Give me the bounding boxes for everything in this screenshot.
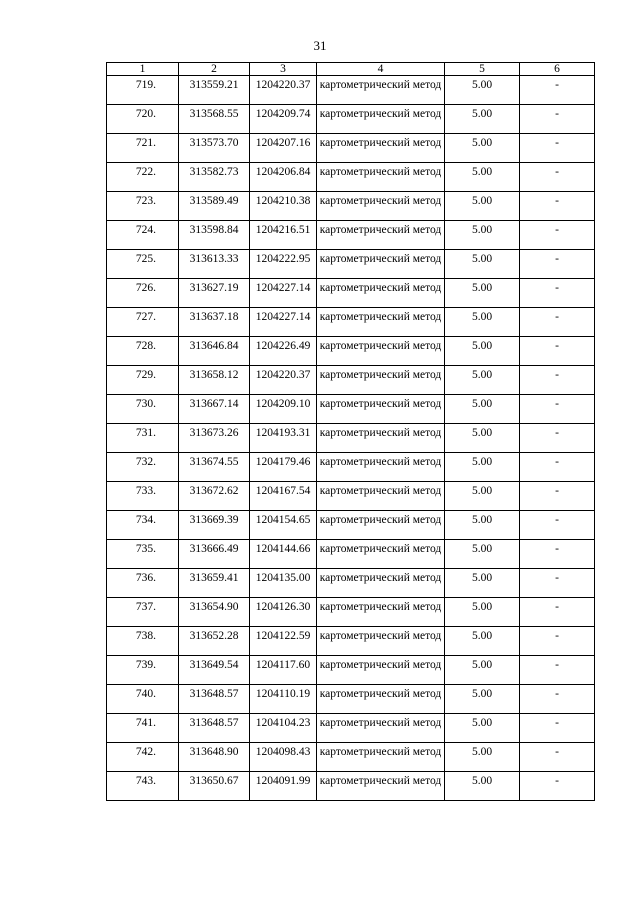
accuracy-cell: 5.00 xyxy=(445,250,520,279)
x-coordinate-cell: 313652.28 xyxy=(179,627,250,656)
x-coordinate-cell: 313669.39 xyxy=(179,511,250,540)
point-number-cell: 729. xyxy=(107,366,179,395)
table-row xyxy=(107,656,595,685)
point-number-cell: 735. xyxy=(107,540,179,569)
y-coordinate-cell: 1204210.38 xyxy=(250,192,317,221)
point-number-cell: 738. xyxy=(107,627,179,656)
point-number-cell: 736. xyxy=(107,569,179,598)
method-cell: картометрический метод xyxy=(317,598,445,627)
point-number-cell: 733. xyxy=(107,482,179,511)
method-cell: картометрический метод xyxy=(317,76,445,105)
table-row xyxy=(107,714,595,743)
accuracy-cell: 5.00 xyxy=(445,308,520,337)
x-coordinate-cell: 313674.55 xyxy=(179,453,250,482)
y-coordinate-cell: 1204126.30 xyxy=(250,598,317,627)
table-row xyxy=(107,308,595,337)
accuracy-cell: 5.00 xyxy=(445,453,520,482)
accuracy-cell: 5.00 xyxy=(445,395,520,424)
column-header: 3 xyxy=(250,63,317,76)
y-coordinate-cell: 1204222.95 xyxy=(250,250,317,279)
method-cell: картометрический метод xyxy=(317,308,445,337)
y-coordinate-cell: 1204091.99 xyxy=(250,772,317,801)
note-cell: - xyxy=(520,337,595,366)
accuracy-cell: 5.00 xyxy=(445,424,520,453)
accuracy-cell: 5.00 xyxy=(445,685,520,714)
x-coordinate-cell: 313648.90 xyxy=(179,743,250,772)
accuracy-cell: 5.00 xyxy=(445,105,520,134)
coordinates-table xyxy=(106,62,595,801)
y-coordinate-cell: 1204104.23 xyxy=(250,714,317,743)
accuracy-cell: 5.00 xyxy=(445,511,520,540)
x-coordinate-cell: 313559.21 xyxy=(179,76,250,105)
x-coordinate-cell: 313672.62 xyxy=(179,482,250,511)
note-cell: - xyxy=(520,482,595,511)
y-coordinate-cell: 1204227.14 xyxy=(250,308,317,337)
table-row xyxy=(107,337,595,366)
y-coordinate-cell: 1204144.66 xyxy=(250,540,317,569)
x-coordinate-cell: 313568.55 xyxy=(179,105,250,134)
note-cell: - xyxy=(520,250,595,279)
accuracy-cell: 5.00 xyxy=(445,76,520,105)
note-cell: - xyxy=(520,308,595,337)
point-number-cell: 731. xyxy=(107,424,179,453)
table-row xyxy=(107,569,595,598)
accuracy-cell: 5.00 xyxy=(445,163,520,192)
point-number-cell: 721. xyxy=(107,134,179,163)
x-coordinate-cell: 313589.49 xyxy=(179,192,250,221)
accuracy-cell: 5.00 xyxy=(445,192,520,221)
accuracy-cell: 5.00 xyxy=(445,221,520,250)
note-cell: - xyxy=(520,134,595,163)
x-coordinate-cell: 313582.73 xyxy=(179,163,250,192)
method-cell: картометрический метод xyxy=(317,337,445,366)
table-row xyxy=(107,134,595,163)
method-cell: картометрический метод xyxy=(317,656,445,685)
note-cell: - xyxy=(520,192,595,221)
accuracy-cell: 5.00 xyxy=(445,366,520,395)
accuracy-cell: 5.00 xyxy=(445,134,520,163)
accuracy-cell: 5.00 xyxy=(445,540,520,569)
method-cell: картометрический метод xyxy=(317,482,445,511)
note-cell: - xyxy=(520,279,595,308)
point-number-cell: 742. xyxy=(107,743,179,772)
column-header: 5 xyxy=(445,63,520,76)
note-cell: - xyxy=(520,76,595,105)
note-cell: - xyxy=(520,453,595,482)
x-coordinate-cell: 313573.70 xyxy=(179,134,250,163)
column-header: 6 xyxy=(520,63,595,76)
x-coordinate-cell: 313646.84 xyxy=(179,337,250,366)
method-cell: картометрический метод xyxy=(317,540,445,569)
x-coordinate-cell: 313598.84 xyxy=(179,221,250,250)
point-number-cell: 725. xyxy=(107,250,179,279)
note-cell: - xyxy=(520,540,595,569)
column-header: 2 xyxy=(179,63,250,76)
table-row xyxy=(107,192,595,221)
note-cell: - xyxy=(520,714,595,743)
method-cell: картометрический метод xyxy=(317,105,445,134)
y-coordinate-cell: 1204227.14 xyxy=(250,279,317,308)
table-row xyxy=(107,511,595,540)
table-row xyxy=(107,685,595,714)
note-cell: - xyxy=(520,511,595,540)
x-coordinate-cell: 313654.90 xyxy=(179,598,250,627)
accuracy-cell: 5.00 xyxy=(445,772,520,801)
y-coordinate-cell: 1204206.84 xyxy=(250,163,317,192)
table-row xyxy=(107,453,595,482)
accuracy-cell: 5.00 xyxy=(445,598,520,627)
accuracy-cell: 5.00 xyxy=(445,656,520,685)
note-cell: - xyxy=(520,743,595,772)
accuracy-cell: 5.00 xyxy=(445,569,520,598)
note-cell: - xyxy=(520,627,595,656)
point-number-cell: 743. xyxy=(107,772,179,801)
method-cell: картометрический метод xyxy=(317,772,445,801)
table-row xyxy=(107,482,595,511)
method-cell: картометрический метод xyxy=(317,134,445,163)
x-coordinate-cell: 313673.26 xyxy=(179,424,250,453)
method-cell: картометрический метод xyxy=(317,279,445,308)
y-coordinate-cell: 1204193.31 xyxy=(250,424,317,453)
point-number-cell: 737. xyxy=(107,598,179,627)
note-cell: - xyxy=(520,163,595,192)
note-cell: - xyxy=(520,395,595,424)
y-coordinate-cell: 1204167.54 xyxy=(250,482,317,511)
y-coordinate-cell: 1204098.43 xyxy=(250,743,317,772)
x-coordinate-cell: 313648.57 xyxy=(179,714,250,743)
note-cell: - xyxy=(520,105,595,134)
method-cell: картометрический метод xyxy=(317,366,445,395)
y-coordinate-cell: 1204209.74 xyxy=(250,105,317,134)
accuracy-cell: 5.00 xyxy=(445,337,520,366)
table-row xyxy=(107,627,595,656)
table-row xyxy=(107,743,595,772)
method-cell: картометрический метод xyxy=(317,569,445,598)
note-cell: - xyxy=(520,221,595,250)
note-cell: - xyxy=(520,656,595,685)
method-cell: картометрический метод xyxy=(317,743,445,772)
x-coordinate-cell: 313659.41 xyxy=(179,569,250,598)
table-row xyxy=(107,250,595,279)
x-coordinate-cell: 313666.49 xyxy=(179,540,250,569)
table-row xyxy=(107,279,595,308)
table-row xyxy=(107,540,595,569)
point-number-cell: 732. xyxy=(107,453,179,482)
note-cell: - xyxy=(520,772,595,801)
accuracy-cell: 5.00 xyxy=(445,627,520,656)
column-header: 1 xyxy=(107,63,179,76)
x-coordinate-cell: 313649.54 xyxy=(179,656,250,685)
y-coordinate-cell: 1204220.37 xyxy=(250,366,317,395)
y-coordinate-cell: 1204220.37 xyxy=(250,76,317,105)
point-number-cell: 734. xyxy=(107,511,179,540)
point-number-cell: 739. xyxy=(107,656,179,685)
y-coordinate-cell: 1204209.10 xyxy=(250,395,317,424)
note-cell: - xyxy=(520,366,595,395)
point-number-cell: 728. xyxy=(107,337,179,366)
x-coordinate-cell: 313637.18 xyxy=(179,308,250,337)
method-cell: картометрический метод xyxy=(317,714,445,743)
x-coordinate-cell: 313648.57 xyxy=(179,685,250,714)
point-number-cell: 724. xyxy=(107,221,179,250)
method-cell: картометрический метод xyxy=(317,395,445,424)
point-number-cell: 726. xyxy=(107,279,179,308)
method-cell: картометрический метод xyxy=(317,221,445,250)
table-row xyxy=(107,105,595,134)
method-cell: картометрический метод xyxy=(317,424,445,453)
note-cell: - xyxy=(520,424,595,453)
method-cell: картометрический метод xyxy=(317,511,445,540)
note-cell: - xyxy=(520,598,595,627)
y-coordinate-cell: 1204154.65 xyxy=(250,511,317,540)
y-coordinate-cell: 1204110.19 xyxy=(250,685,317,714)
method-cell: картометрический метод xyxy=(317,250,445,279)
method-cell: картометрический метод xyxy=(317,192,445,221)
x-coordinate-cell: 313658.12 xyxy=(179,366,250,395)
point-number-cell: 723. xyxy=(107,192,179,221)
point-number-cell: 720. xyxy=(107,105,179,134)
method-cell: картометрический метод xyxy=(317,163,445,192)
column-header: 4 xyxy=(317,63,445,76)
point-number-cell: 719. xyxy=(107,76,179,105)
table-row xyxy=(107,598,595,627)
accuracy-cell: 5.00 xyxy=(445,482,520,511)
x-coordinate-cell: 313627.19 xyxy=(179,279,250,308)
y-coordinate-cell: 1204207.16 xyxy=(250,134,317,163)
accuracy-cell: 5.00 xyxy=(445,279,520,308)
point-number-cell: 727. xyxy=(107,308,179,337)
table-row xyxy=(107,772,595,801)
y-coordinate-cell: 1204135.00 xyxy=(250,569,317,598)
method-cell: картометрический метод xyxy=(317,685,445,714)
note-cell: - xyxy=(520,685,595,714)
point-number-cell: 740. xyxy=(107,685,179,714)
x-coordinate-cell: 313667.14 xyxy=(179,395,250,424)
x-coordinate-cell: 313613.33 xyxy=(179,250,250,279)
method-cell: картометрический метод xyxy=(317,453,445,482)
x-coordinate-cell: 313650.67 xyxy=(179,772,250,801)
y-coordinate-cell: 1204226.49 xyxy=(250,337,317,366)
table-row xyxy=(107,395,595,424)
table-body xyxy=(107,76,595,801)
y-coordinate-cell: 1204179.46 xyxy=(250,453,317,482)
table-row xyxy=(107,424,595,453)
accuracy-cell: 5.00 xyxy=(445,743,520,772)
table-row xyxy=(107,76,595,105)
point-number-cell: 730. xyxy=(107,395,179,424)
page-number: 31 xyxy=(313,38,327,53)
point-number-cell: 741. xyxy=(107,714,179,743)
y-coordinate-cell: 1204117.60 xyxy=(250,656,317,685)
method-cell: картометрический метод xyxy=(317,627,445,656)
accuracy-cell: 5.00 xyxy=(445,714,520,743)
note-cell: - xyxy=(520,569,595,598)
y-coordinate-cell: 1204216.51 xyxy=(250,221,317,250)
y-coordinate-cell: 1204122.59 xyxy=(250,627,317,656)
point-number-cell: 722. xyxy=(107,163,179,192)
table-row xyxy=(107,221,595,250)
table-row xyxy=(107,163,595,192)
table-row xyxy=(107,366,595,395)
table-header-row xyxy=(107,63,595,76)
